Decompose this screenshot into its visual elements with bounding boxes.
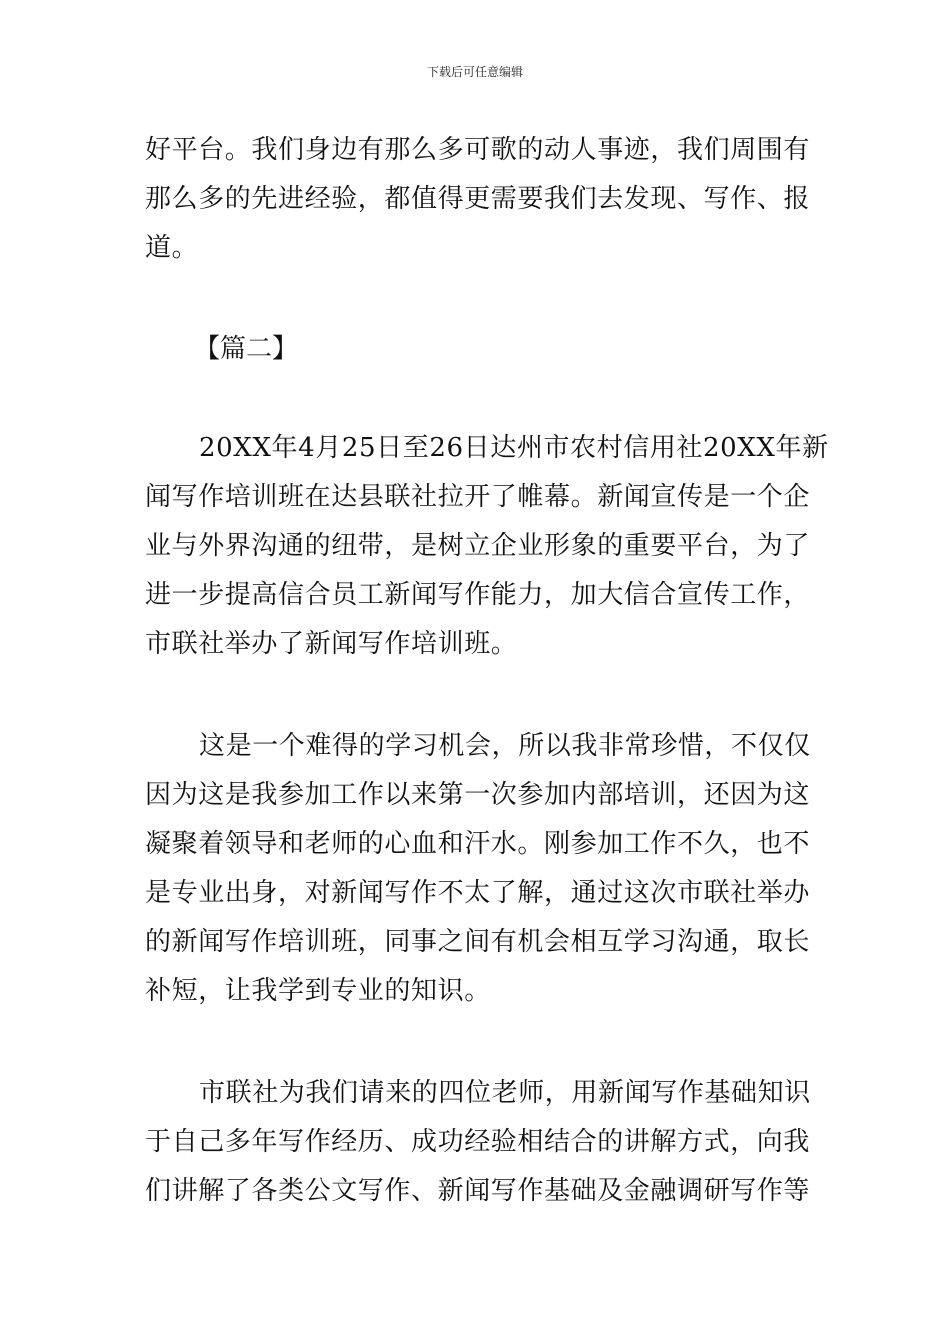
paragraph-line: 闻写作培训班在达县联社拉开了帷幕。新闻宣传是一个企 xyxy=(145,482,811,512)
paragraph-line: 那么多的先进经验，都值得更需要我们去发现、写作、报 xyxy=(145,184,811,214)
paragraph-line: 好平台。我们身边有那么多可歌的动人事迹，我们周围有 xyxy=(145,135,811,165)
page-header: 下载后可任意编辑 xyxy=(426,65,523,79)
paragraph-line: 市联社举办了新闻写作培训班。 xyxy=(145,629,518,659)
paragraph-line: 补短，让我学到专业的知识。 xyxy=(145,976,491,1006)
paragraph-line: 于自己多年写作经历、成功经验相结合的讲解方式，向我 xyxy=(145,1127,811,1157)
paragraph-line: 进一步提高信合员工新闻写作能力，加大信合宣传工作， xyxy=(145,580,811,610)
section-heading: 【篇二】 xyxy=(194,334,299,364)
paragraph-line: 们讲解了各类公文写作、新闻写作基础及金融调研写作等 xyxy=(145,1176,811,1206)
paragraph-line: 这是一个难得的学习机会，所以我非常珍惜，不仅仅 xyxy=(199,731,811,761)
paragraph-line: 是专业出身，对新闻写作不太了解，通过这次市联社举办 xyxy=(145,878,811,908)
paragraph-3 xyxy=(145,722,810,1016)
paragraph-line: 的新闻写作培训班，同事之间有机会相互学习沟通，取长 xyxy=(145,927,811,957)
paragraph-line: 业与外界沟通的纽带，是树立企业形象的重要平台，为了 xyxy=(145,531,811,561)
paragraph-line: 凝聚着领导和老师的心血和汗水。刚参加工作不久，也不 xyxy=(145,829,811,859)
paragraph-1 xyxy=(145,126,810,273)
paragraph-line: 因为这是我参加工作以来第一次参加内部培训，还因为这 xyxy=(145,780,811,810)
paragraph-line: 市联社为我们请来的四位老师，用新闻写作基础知识 xyxy=(199,1078,811,1108)
paragraph-line: 20XX年4月25日至26日达州市农村信用社20XX年新 xyxy=(199,433,829,463)
paragraph-2 xyxy=(145,424,829,669)
paragraph-line: 道。 xyxy=(145,233,199,263)
paragraph-4 xyxy=(145,1069,810,1216)
